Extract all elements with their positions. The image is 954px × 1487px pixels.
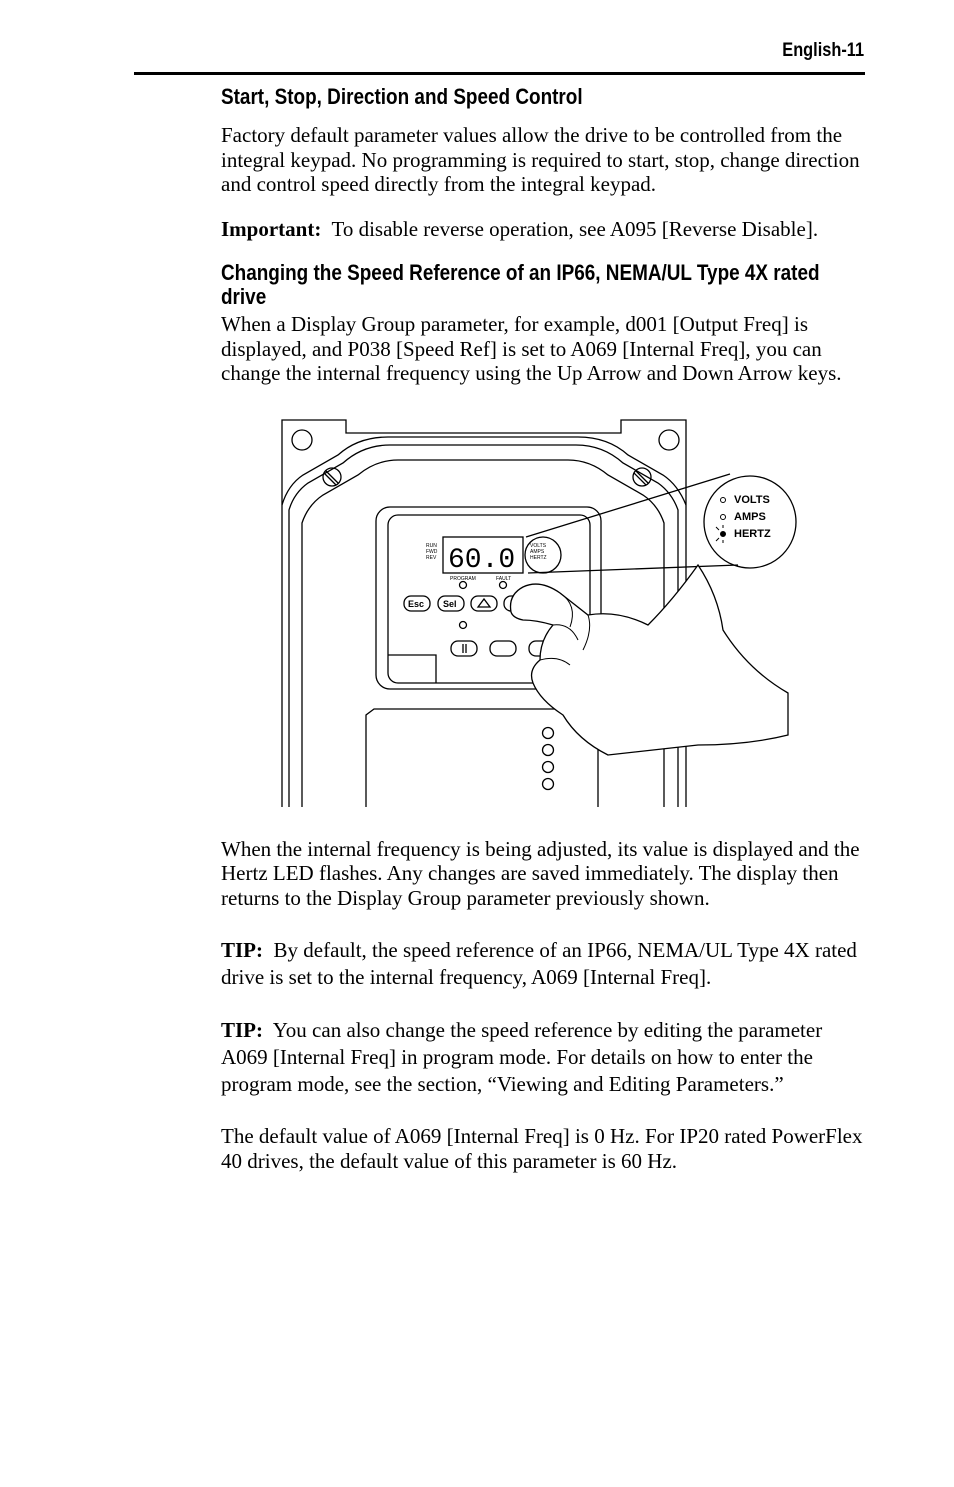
paragraph-display-group: When a Display Group parameter, for example, d001 [Output Freq] is displayed, and P038 [Speed Ref] is set to A069 [Internal Freq], you can change the internal frequency using the Up Arrow and Down Arrow keys.	[221, 312, 842, 385]
stop-key	[490, 641, 516, 656]
led-hertz-small: HERTZ	[530, 554, 547, 561]
callout-amps-label: AMPS	[734, 510, 766, 523]
tip2-text: You can also change the speed reference by editing the parameter A069 [Internal Freq] in program mode. For details on how to enter the program mode, see the section, “Viewing and Editing Parameters.”	[221, 1018, 823, 1096]
tip-program-mode	[221, 1017, 863, 1098]
mount-hole-right	[659, 430, 679, 450]
page-content	[221, 84, 863, 1173]
tip-default-speed	[221, 937, 863, 991]
tip2-label: TIP:	[221, 1018, 263, 1042]
callout-volts-label: VOLTS	[734, 493, 770, 506]
heading-start-stop: Start, Stop, Direction and Speed Control	[221, 84, 583, 109]
paragraph-adjusting: When the internal frequency is being adjusted, its value is displayed and the Hertz LED flashes. Any changes are saved immediately. The display then returns to the Display Group parameter previously shown.	[221, 836, 860, 910]
page-number: English-11	[782, 40, 864, 61]
start-key	[451, 641, 477, 656]
important-note	[221, 217, 863, 242]
lower-panel	[366, 709, 598, 807]
important-text: To disable reverse operation, see A095 [Reverse Disable].	[331, 216, 819, 241]
program-label: PROGRAM	[450, 575, 476, 582]
led-rev-label: REV	[426, 554, 437, 561]
important-label: Important:	[221, 216, 322, 241]
mount-hole-left	[292, 430, 312, 450]
tip1-label: TIP:	[221, 938, 263, 962]
esc-key-label: Esc	[408, 598, 425, 609]
paragraph-factory-default: Factory default parameter values allow the drive to be controlled from the integral keypad. No programming is required to start, stop, change direction and control speed directly from the integral keypad.	[221, 123, 860, 196]
led-run-label: RUN	[426, 542, 437, 549]
drive-keypad-figure	[221, 415, 863, 810]
led-amps-small: AMPS	[530, 548, 545, 555]
fault-label: FAULT	[496, 575, 512, 582]
header-rule	[134, 72, 865, 75]
heading-speed-reference: Changing the Speed Reference of an IP66, NEMA/UL Type 4X rated drive	[221, 260, 820, 309]
led-fwd-label: FWD	[426, 548, 438, 555]
drive-illustration	[278, 415, 813, 810]
tip1-text: By default, the speed reference of an IP66, NEMA/UL Type 4X rated drive is set to the internal frequency, A069 [Internal Freq].	[221, 938, 857, 989]
display-value: 60.0	[448, 544, 516, 576]
led-volts-small: VOLTS	[530, 542, 547, 549]
callout-hertz-label: HERTZ	[734, 527, 771, 540]
paragraph-default-value: The default value of A069 [Internal Freq] is 0 Hz. For IP20 rated PowerFlex 40 drives, the default value of this parameter is 60 Hz.	[221, 1124, 863, 1173]
sel-key-label: Sel	[443, 598, 457, 609]
hand-illustration	[511, 565, 789, 755]
